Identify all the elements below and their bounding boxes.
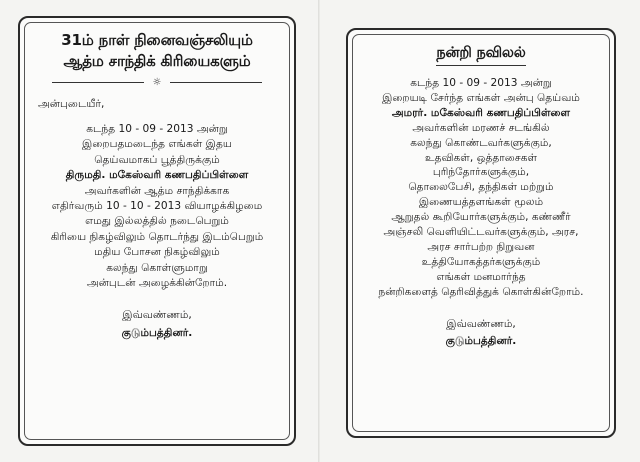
- body-line: எமது இல்லத்தில் நடைபெறும்: [85, 215, 229, 228]
- body-line: மதிய போசன நிகழ்விலும்: [94, 246, 220, 259]
- signature: குடும்பத்தினர்.: [121, 326, 193, 339]
- invitation-body: [30, 122, 284, 291]
- invitation-title-line-1: 31ம் நாள் நினைவஞ்சலியும்: [61, 31, 253, 49]
- body-line: கலந்து கொள்ளுமாறு: [106, 261, 208, 274]
- thanks-note-card: [346, 28, 616, 438]
- page-fold: [318, 0, 320, 462]
- thanks-title: நன்றி நவிலல்: [436, 43, 525, 66]
- body-line: அரச சார்பற்ற நிறுவன: [427, 240, 535, 253]
- body-line: தொலைபேசி, தந்திகள் மற்றும்: [408, 181, 554, 194]
- body-line: நன்றிகளைத் தெரிவித்துக் கொள்கின்றோம்.: [378, 285, 584, 298]
- invitation-title-line-2: ஆத்ம சாந்திக் கிரியைகளும்: [63, 52, 251, 70]
- thanks-body: [358, 76, 604, 300]
- spacer: [358, 300, 604, 317]
- closing-line: இவ்வண்ணம்,: [446, 317, 516, 330]
- ornament-divider: [52, 77, 262, 89]
- body-line: கிரியை நிகழ்விலும் தொடர்ந்து இடம்பெறும்: [50, 230, 264, 243]
- body-line: அவர்களின் ஆத்ம சாந்திக்காக: [84, 184, 230, 197]
- deceased-name-line: திருமதி. மகேஸ்வரி கணபதிப்பிள்ளை: [65, 169, 249, 182]
- salutation: அன்புடையீர்,: [38, 98, 105, 110]
- body-line: கடந்த 10 - 09 - 2013 அன்று: [410, 77, 552, 89]
- body-line: இறைபதமடைந்த எங்கள் இதய: [82, 138, 232, 151]
- body-line: கலந்து கொண்டவர்களுக்கும்,: [410, 136, 552, 149]
- body-line: அன்புடன் அழைக்கின்றோம்.: [86, 277, 228, 290]
- divider-rule-left: [52, 82, 144, 83]
- thanks-title-wrap: [358, 42, 604, 66]
- body-line: எதிர்வரும் 10 - 10 - 2013 வியாழக்கிழமை: [51, 200, 263, 213]
- body-line: கடந்த 10 - 09 - 2013 அன்று: [86, 123, 228, 135]
- divider-rule-right: [170, 82, 262, 83]
- spacer: [30, 291, 284, 308]
- body-line: உத்தியோகத்தர்களுக்கும்: [421, 255, 541, 268]
- thanks-content: [358, 42, 604, 348]
- body-line: புரிந்தோர்களுக்கும்,: [432, 166, 530, 179]
- body-line: இறையடி சேர்ந்த எங்கள் அன்பு தெய்வம்: [382, 91, 580, 104]
- body-line: எங்கள் மனமார்ந்த: [436, 270, 526, 283]
- body-line: உதவிகள், ஒத்தாசைகள்: [424, 151, 538, 164]
- sun-ornament-icon: ☼: [152, 77, 162, 88]
- memorial-invitation-card: [18, 16, 296, 446]
- signature: குடும்பத்தினர்.: [445, 334, 517, 347]
- body-line: அஞ்சலி வெளியிட்டவர்களுக்கும், அரச,: [383, 226, 579, 239]
- closing-line: இவ்வண்ணம்,: [122, 309, 192, 322]
- body-line: தெய்வமாகப் பூத்திருக்கும்: [94, 153, 220, 166]
- deceased-name-line: அமரர். மகேஸ்வரி கணபதிப்பிள்ளை: [391, 106, 571, 119]
- body-line: ஆறுதல் கூறியோர்களுக்கும், கண்ணீர்: [391, 211, 571, 224]
- body-line: அவர்களின் மரணச் சடங்கில்: [412, 121, 550, 134]
- body-line: இணையத்தளங்கள் மூலம்: [418, 196, 544, 209]
- invitation-content: [30, 30, 284, 341]
